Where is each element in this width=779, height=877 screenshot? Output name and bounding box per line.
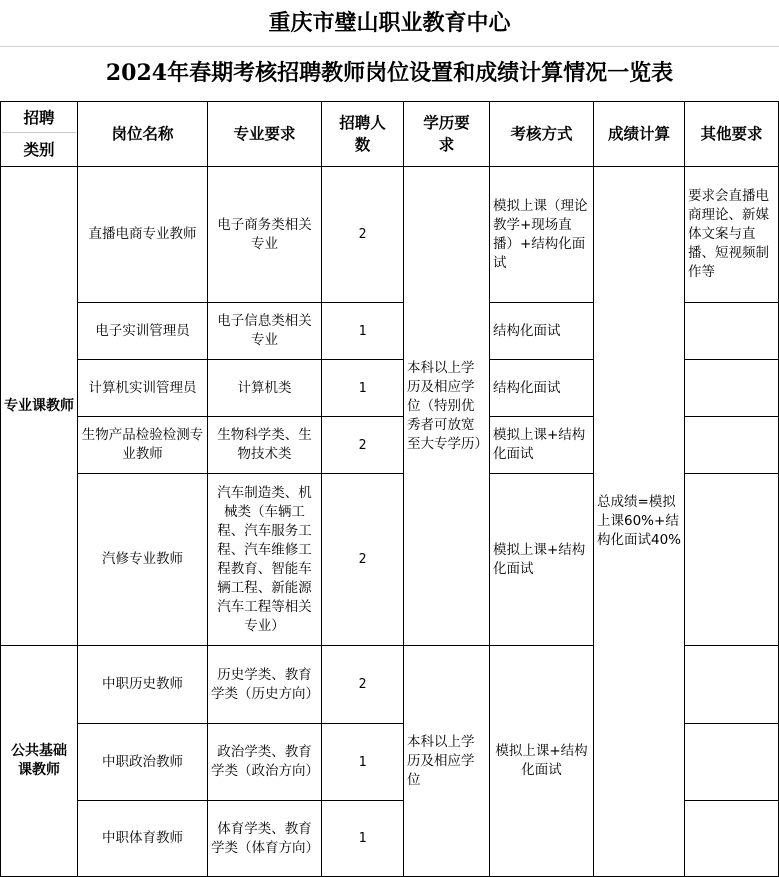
- table-row-6-other: [684, 645, 779, 724]
- table-row-2-other: [684, 302, 779, 360]
- category-public-basic: 公共基础课教师: [0, 645, 78, 877]
- table-row-3-count: 1: [321, 359, 404, 417]
- table-row-1-position: 直播电商专业教师: [77, 166, 208, 303]
- category-professional: 专业课教师: [0, 166, 78, 646]
- table-row-5-other: [684, 473, 779, 646]
- table-row-1-count: 2: [321, 166, 404, 303]
- table-row-1-exam: 模拟上课（理论教学+现场直播）+结构化面试: [489, 166, 594, 303]
- header-category-top: 招聘: [23, 109, 55, 127]
- header-category: [0, 101, 78, 167]
- header-position: 岗位名称: [77, 101, 208, 167]
- table-row-8-position: 中职体育教师: [77, 800, 208, 877]
- header-score: 成绩计算: [593, 101, 685, 167]
- score-formula: 总成绩=模拟上课60%+结构化面试40%: [593, 166, 685, 877]
- exam-public-basic: 模拟上课+结构化面试: [489, 645, 594, 877]
- table-row-7-count: 1: [321, 723, 404, 801]
- header-category-bottom: 类别: [23, 141, 55, 159]
- education-public-basic: 本科以上学历及相应学位: [403, 645, 490, 877]
- table-row-6-count: 2: [321, 645, 404, 724]
- table-row-4-major: 生物科学类、生物技术类: [207, 416, 322, 474]
- table-row-4-position: 生物产品检验检测专业教师: [77, 416, 208, 474]
- table-row-7-other: [684, 723, 779, 801]
- table-row-5-exam: 模拟上课+结构化面试: [489, 473, 594, 646]
- table-row-5-major: 汽车制造类、机械类（车辆工程、汽车服务工程、汽车维修工程教育、智能车辆工程、新能源汽车工程等相关专业）: [207, 473, 322, 646]
- table-row-3-exam: 结构化面试: [489, 359, 594, 417]
- table-title: 2024年春期考核招聘教师岗位设置和成绩计算情况一览表: [105, 60, 674, 86]
- table-row-5-position: 汽修专业教师: [77, 473, 208, 646]
- table-row-4-exam: 模拟上课+结构化面试: [489, 416, 594, 474]
- table-row-8-count: 1: [321, 800, 404, 877]
- header-category-divider: [2, 132, 76, 133]
- table-row-2-exam: 结构化面试: [489, 302, 594, 360]
- header-education: 学历要求: [403, 101, 490, 167]
- table-row-4-count: 2: [321, 416, 404, 474]
- table-row-3-major: 计算机类: [207, 359, 322, 417]
- table-row-3-other: [684, 359, 779, 417]
- table-row-2-position: 电子实训管理员: [77, 302, 208, 360]
- header-exam: 考核方式: [489, 101, 594, 167]
- table-row-1-other: 要求会直播电商理论、新媒体文案与直播、短视频制作等: [684, 166, 779, 303]
- header-other: 其他要求: [684, 101, 779, 167]
- education-professional: 本科以上学历及相应学位（特别优秀者可放宽至大专学历）: [403, 166, 490, 646]
- table-row-2-major: 电子信息类相关专业: [207, 302, 322, 360]
- table-row-7-major: 政治学类、教育学类（政治方向）: [207, 723, 322, 801]
- table-row-1-major: 电子商务类相关专业: [207, 166, 322, 303]
- table-row-8-major: 体育学类、教育学类（体育方向）: [207, 800, 322, 877]
- table-row-7-position: 中职政治教师: [77, 723, 208, 801]
- table-row-2-count: 1: [321, 302, 404, 360]
- header-count: 招聘人数: [321, 101, 404, 167]
- table-row-4-other: [684, 416, 779, 474]
- header-major: 专业要求: [207, 101, 322, 167]
- table-row-5-count: 2: [321, 473, 404, 646]
- document-title: 重庆市璧山职业教育中心: [268, 10, 511, 36]
- title-divider: [0, 46, 779, 47]
- table-row-3-position: 计算机实训管理员: [77, 359, 208, 417]
- table-row-6-major: 历史学类、教育学类（历史方向）: [207, 645, 322, 724]
- table-row-8-other: [684, 800, 779, 877]
- table-row-6-position: 中职历史教师: [77, 645, 208, 724]
